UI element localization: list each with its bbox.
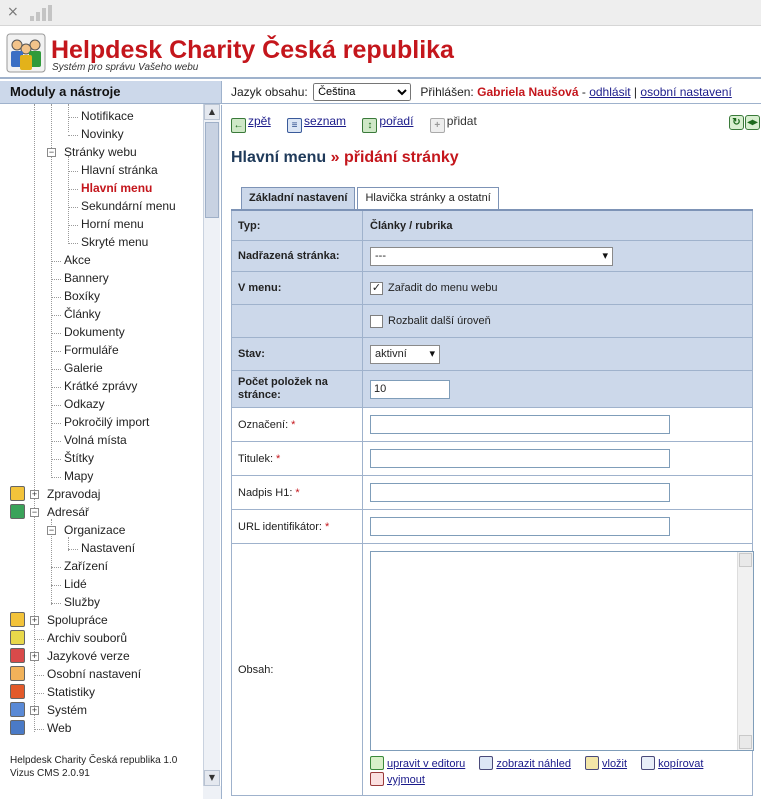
tree-item-zarizeni[interactable]: Zařízení — [64, 559, 109, 573]
title-label-cell — [232, 442, 363, 475]
user-name: Gabriela Naušová — [477, 85, 579, 99]
logout-link[interactable]: odhlásit — [589, 85, 631, 99]
tree-item-adresar[interactable]: Adresář — [47, 505, 90, 519]
tree-item-organizace[interactable]: Organizace — [64, 523, 126, 537]
version-line-app: Helpdesk Charity Česká republika 1.0 — [10, 755, 178, 766]
edit-in-editor-action[interactable] — [370, 756, 465, 772]
personal-settings-link[interactable]: osobní nastavení — [640, 85, 732, 99]
url-label-cell — [232, 510, 363, 543]
tree-item-akce[interactable]: Akce — [64, 253, 91, 267]
eye-icon — [479, 756, 493, 770]
tree-item-lide[interactable]: Lidé — [64, 577, 87, 591]
tree-item-stitky[interactable]: Štítky — [64, 451, 95, 465]
preview-link[interactable]: zobrazit náhled — [496, 758, 571, 770]
page-title — [231, 149, 459, 167]
include-in-menu-label: Zařadit do menu webu — [388, 282, 498, 294]
tree-item-web[interactable]: Web — [47, 721, 72, 735]
row-menu-expand — [231, 305, 753, 338]
prev-next-icon[interactable]: ◂▸ — [745, 115, 760, 130]
system-tools-icon — [10, 702, 25, 717]
expand-system[interactable]: + — [31, 705, 38, 715]
expand-level-checkbox[interactable] — [370, 315, 383, 328]
tree-item-kratke-zpravy[interactable]: Krátké zprávy — [64, 379, 138, 393]
scroll-down-arrow-icon[interactable]: ▼ — [204, 770, 220, 786]
preview-action[interactable] — [479, 756, 571, 772]
copy-icon — [641, 756, 655, 770]
tree-item-boxiky[interactable]: Boxíky — [64, 289, 101, 303]
helpdesk-logo — [6, 33, 46, 73]
insert-action[interactable] — [585, 756, 627, 772]
expand-zpravodaj[interactable]: + — [31, 489, 38, 499]
info-bar — [221, 81, 761, 104]
textarea-scrollbar[interactable] — [737, 552, 753, 750]
tab-bar — [241, 187, 501, 209]
tree-item-sekundarni-menu[interactable]: Sekundární menu — [81, 199, 176, 213]
title-label: Titulek: — [238, 452, 274, 465]
scroll-thumb[interactable] — [205, 122, 219, 218]
sidebar-scrollbar[interactable] — [203, 104, 220, 786]
tree-item-sluzby[interactable]: Služby — [64, 595, 101, 609]
cut-link[interactable]: vyjmout — [387, 774, 425, 786]
row-h1 — [231, 476, 753, 510]
archive-icon — [10, 630, 25, 645]
page-form — [231, 209, 753, 796]
main-content — [221, 105, 761, 799]
type-value: Články / rubrika — [370, 219, 453, 232]
tree-item-archiv-souboru[interactable]: Archiv souborů — [47, 631, 128, 645]
editor-actions — [370, 756, 760, 788]
statistics-chart-icon — [10, 684, 25, 699]
refresh-icon[interactable]: ↻ — [729, 115, 744, 130]
back-action[interactable] — [231, 114, 271, 133]
designation-label: Označení: — [238, 418, 289, 431]
scroll-up-arrow-icon[interactable]: ▲ — [204, 104, 220, 120]
pencil-icon — [370, 756, 384, 770]
tree-item-notifikace[interactable]: Notifikace — [81, 109, 134, 123]
web-eye-icon — [10, 720, 25, 735]
tree-item-bannery[interactable]: Bannery — [64, 271, 109, 285]
copy-link[interactable]: kopírovat — [658, 758, 704, 770]
content-language-select[interactable] — [313, 83, 411, 101]
paste-icon — [585, 756, 599, 770]
tree-item-spoluprace[interactable]: Spolupráce — [47, 613, 108, 627]
tree-item-stranky-webu[interactable]: Stránky webu — [64, 145, 137, 159]
row-content — [231, 544, 753, 796]
list-link[interactable]: seznam — [304, 114, 347, 128]
tree-item-formulare[interactable]: Formuláře — [64, 343, 119, 357]
tree-item-mapy[interactable]: Mapy — [64, 469, 94, 483]
cut-action[interactable] — [370, 772, 425, 788]
tree-item-galerie[interactable]: Galerie — [64, 361, 103, 375]
language-label: Jazyk obsahu: — [231, 85, 308, 99]
language-flag-icon — [10, 648, 25, 663]
app-subtitle: Systém pro správu Vašeho webu — [52, 62, 199, 73]
tree-item-osobni-nastaveni[interactable]: Osobní nastavení — [47, 667, 142, 681]
collapse-organizace[interactable]: − — [48, 525, 55, 535]
address-book-icon — [10, 504, 25, 519]
tab-page-header[interactable]: Hlavička stránky a ostatní — [357, 187, 498, 209]
insert-link[interactable]: vložit — [602, 758, 628, 770]
collaboration-icon — [10, 612, 25, 627]
tree-item-clanky[interactable]: Články — [64, 307, 101, 321]
add-action — [430, 114, 477, 133]
state-label: Stav: — [232, 338, 363, 370]
copy-action[interactable] — [641, 756, 703, 772]
row-url — [231, 510, 753, 544]
user-settings-icon — [10, 666, 25, 681]
row-designation — [231, 408, 753, 442]
item-count-input[interactable]: 10 — [370, 380, 450, 399]
close-icon[interactable]: × — [7, 4, 19, 20]
toolbar — [231, 114, 490, 132]
page-title-action: » přidání stránky — [330, 149, 459, 166]
expand-jazykove-verze[interactable]: + — [31, 651, 38, 661]
list-action[interactable] — [287, 114, 346, 133]
tree-item-novinky[interactable]: Novinky — [81, 127, 124, 141]
app-title: Helpdesk Charity Česká republika — [51, 36, 454, 64]
content-label: Obsah: — [232, 544, 363, 795]
empty-label — [232, 305, 363, 337]
content-textarea[interactable] — [370, 551, 754, 751]
required-mark: * — [324, 520, 330, 533]
h1-label: Nadpis H1: — [238, 486, 293, 499]
parent-page-select[interactable]: --- ▾ — [370, 247, 613, 266]
tree-item-statistiky[interactable]: Statistiky — [47, 685, 96, 699]
tree-item-volna-mista[interactable]: Volná místa — [64, 433, 127, 447]
required-mark: * — [276, 452, 281, 465]
row-parent — [231, 241, 753, 272]
tree-item-horni-menu[interactable]: Horní menu — [81, 217, 144, 231]
envelope-icon — [10, 486, 25, 501]
page-title-section: Hlavní menu — [231, 149, 327, 166]
tree-item-system[interactable]: Systém — [47, 703, 88, 717]
required-mark: * — [291, 418, 296, 431]
tree-item-hlavni-stranka[interactable]: Hlavní stránka — [81, 163, 158, 177]
parent-label: Nadřazená stránka: — [232, 241, 363, 271]
tree-item-skryte-menu[interactable]: Skryté menu — [81, 235, 149, 249]
edit-in-editor-link[interactable]: upravit v editoru — [387, 758, 466, 770]
tree-item-nastaveni[interactable]: Nastavení — [81, 541, 136, 555]
tree-item-dokumenty[interactable]: Dokumenty — [64, 325, 125, 339]
collapse-adresar[interactable]: − — [31, 507, 38, 517]
separator-dash: - — [581, 85, 586, 99]
signal-bars-icon — [30, 5, 52, 21]
type-label: Typ: — [232, 211, 363, 240]
tree-item-odkazy[interactable]: Odkazy — [64, 397, 105, 411]
url-label: URL identifikátor: — [238, 520, 322, 533]
separator-pipe: | — [633, 85, 638, 99]
title-input[interactable] — [370, 449, 670, 468]
h1-label-cell — [232, 476, 363, 509]
row-item-count — [231, 371, 753, 408]
menu-label: V menu: — [232, 272, 363, 304]
row-state — [231, 338, 753, 371]
scissors-icon — [370, 772, 384, 786]
url-identifier-input[interactable] — [370, 517, 670, 536]
nav-buttons — [728, 114, 760, 130]
list-icon: ≡ — [287, 118, 302, 133]
row-title — [231, 442, 753, 476]
tree-item-zpravodaj[interactable]: Zpravodaj — [47, 487, 101, 501]
expand-spoluprace[interactable]: + — [31, 615, 38, 625]
include-in-menu-checkbox[interactable]: ✓ — [371, 281, 382, 294]
tree-item-jazykove-verze[interactable]: Jazykové verze — [47, 649, 130, 663]
back-link[interactable]: zpět — [248, 114, 271, 128]
back-arrow-icon: ← — [231, 118, 246, 133]
tree-item-pokrocily-import[interactable]: Pokročilý import — [64, 415, 150, 429]
sidebar-heading: Moduly a nástroje — [0, 81, 221, 104]
row-menu — [231, 272, 753, 305]
order-link[interactable]: pořadí — [379, 114, 414, 128]
item-count-label: Počet položek na stránce: — [232, 371, 363, 407]
row-type — [231, 211, 753, 241]
designation-label-cell — [232, 408, 363, 441]
state-select[interactable]: aktivní ▾ — [370, 345, 440, 364]
window-chrome — [0, 0, 761, 26]
version-line-cms: Vizus CMS 2.0.91 — [10, 768, 90, 779]
h1-input[interactable] — [370, 483, 670, 502]
collapse-stranky-webu[interactable]: − — [48, 147, 55, 157]
scroll-corner — [203, 786, 221, 799]
required-mark: * — [295, 486, 300, 499]
add-label: přidat — [446, 114, 477, 128]
add-plus-icon: + — [430, 118, 445, 133]
tab-basic-settings[interactable]: Základní nastavení — [241, 187, 355, 209]
app-header — [0, 27, 761, 79]
version-info — [10, 754, 177, 780]
module-tree — [0, 104, 203, 799]
designation-input[interactable] — [370, 415, 670, 434]
order-arrows-icon: ↕ — [362, 118, 377, 133]
logged-in-label: Přihlášen: — [420, 85, 474, 99]
tree-item-hlavni-menu[interactable]: Hlavní menu — [81, 181, 153, 195]
order-action[interactable] — [362, 114, 413, 133]
expand-level-label: Rozbalit další úroveň — [388, 315, 491, 327]
